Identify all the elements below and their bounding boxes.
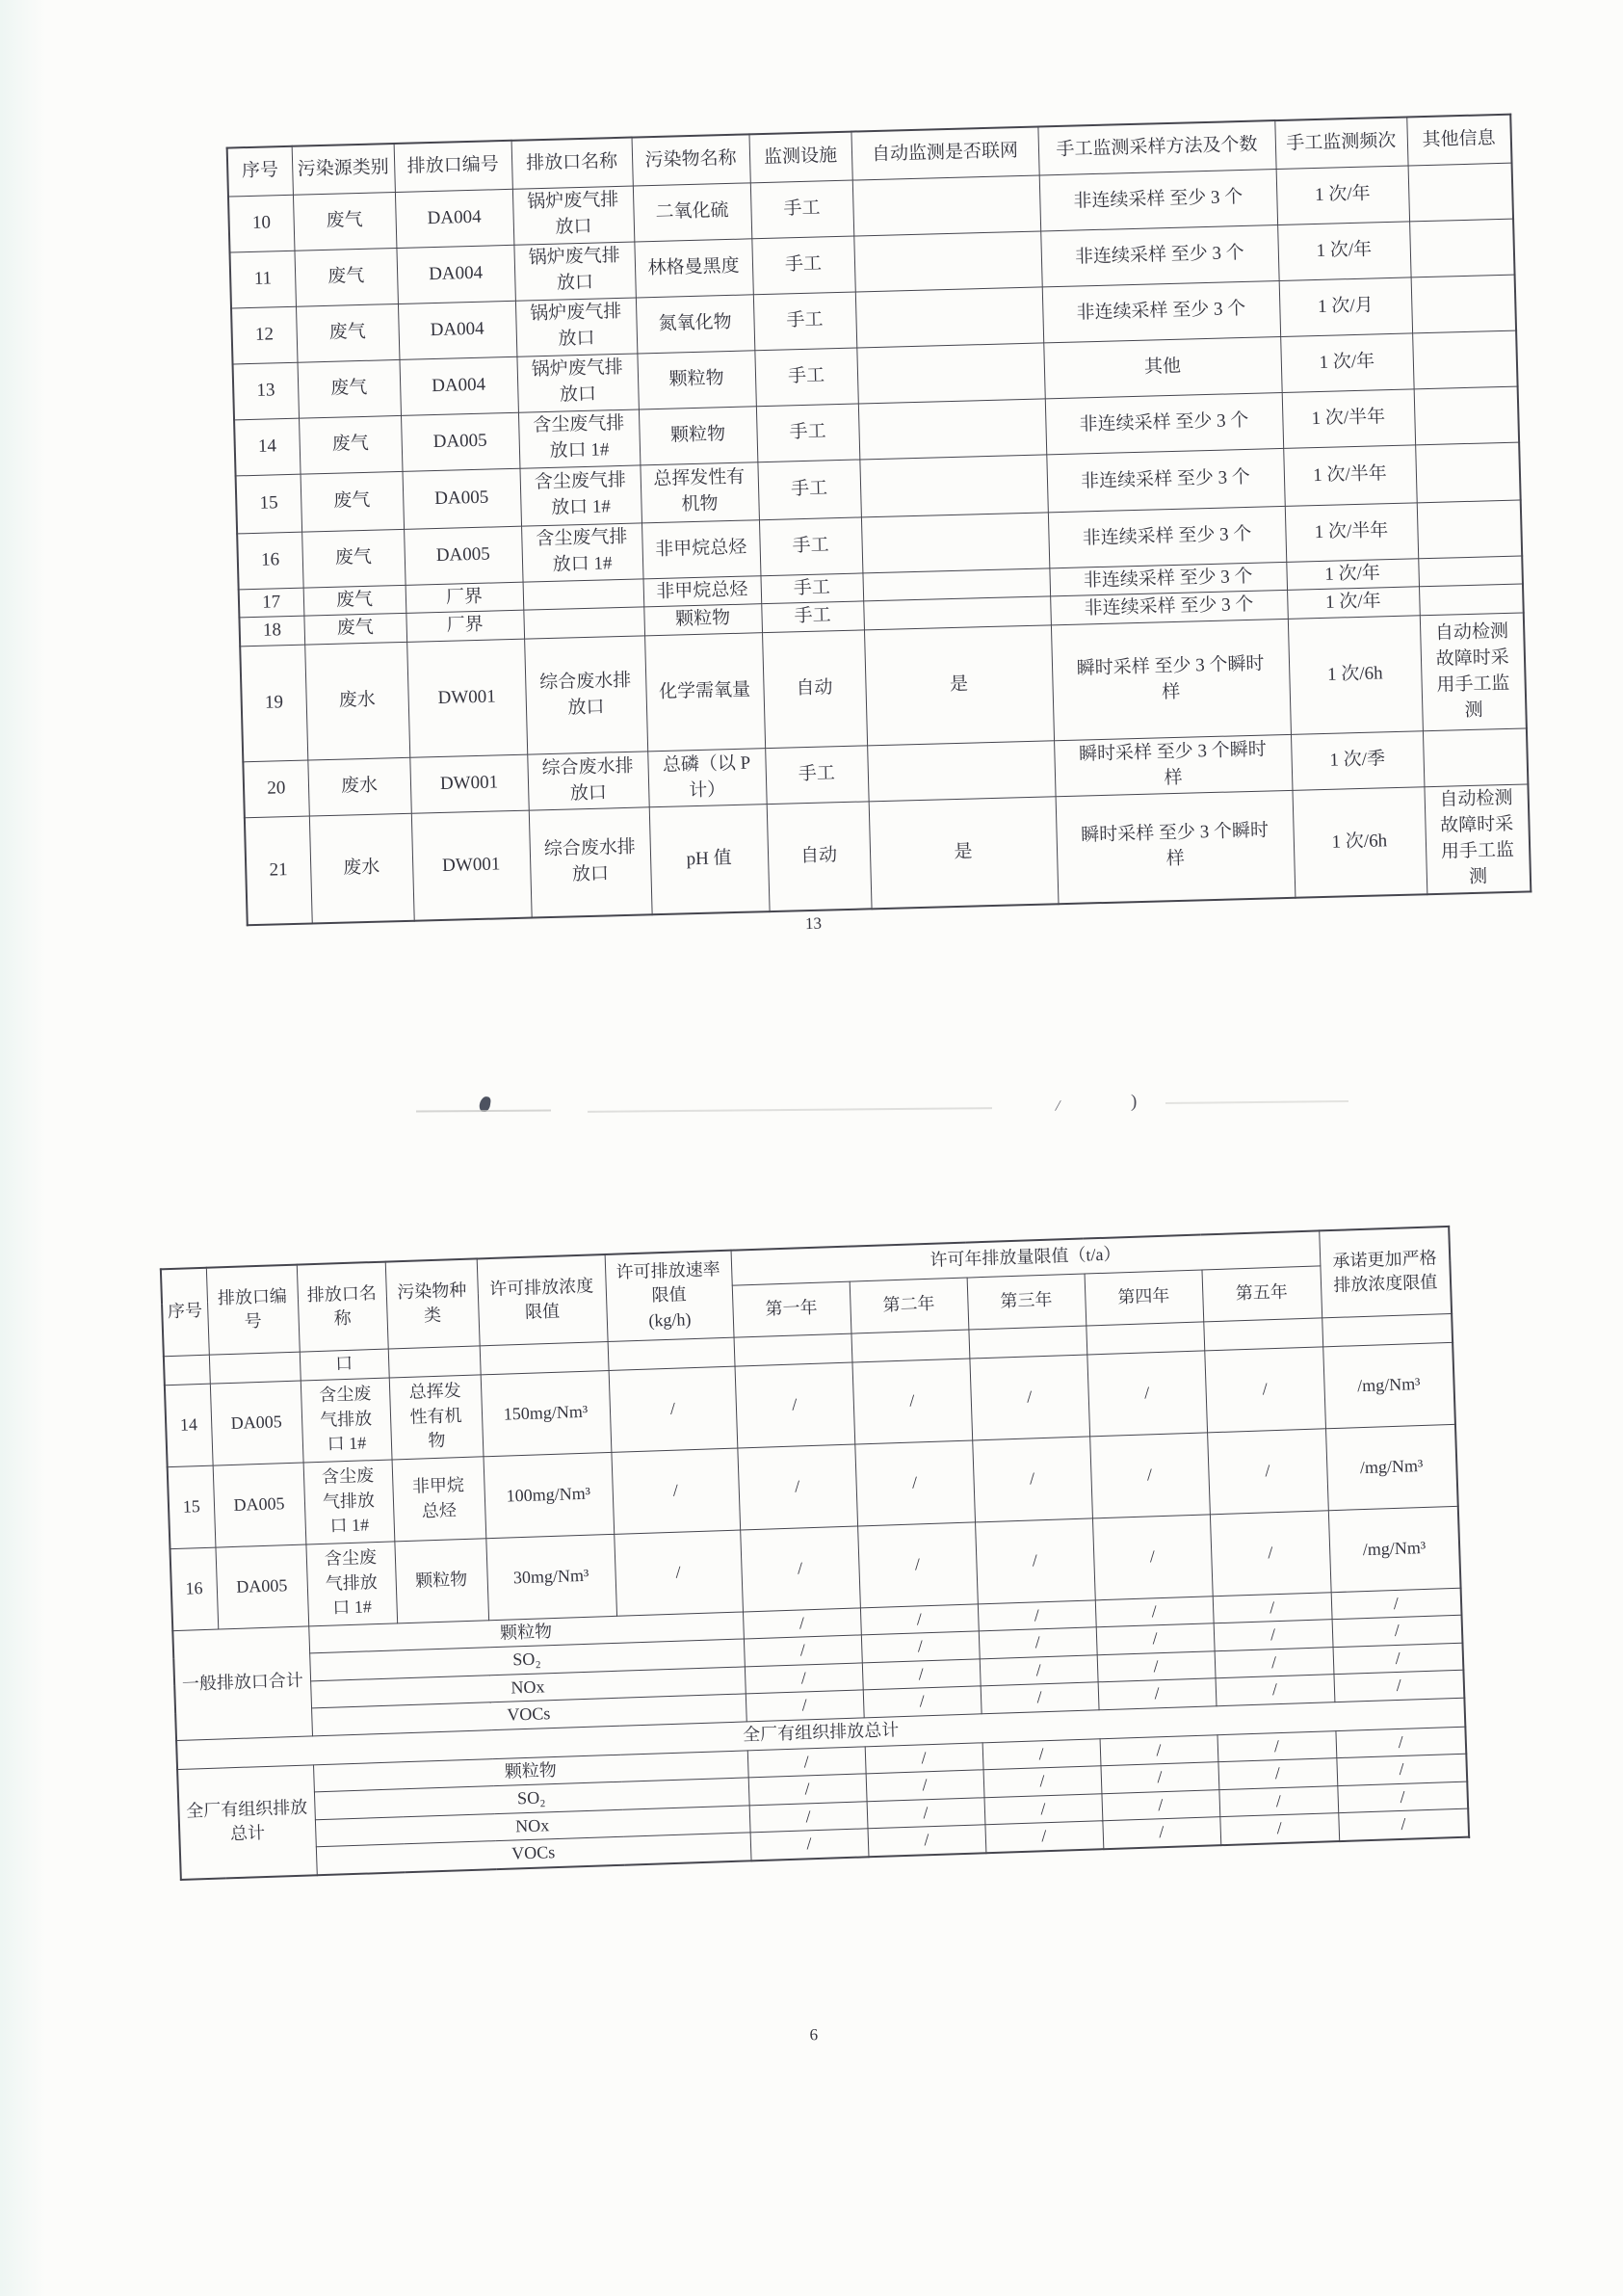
cell-pollutant: 非甲烷总烃: [392, 1456, 486, 1541]
cell-no: 14: [165, 1384, 213, 1467]
column-header-pollutant-type: 污染物种类: [385, 1258, 480, 1348]
cell-no: 12: [231, 306, 297, 364]
cell-empty: [1203, 1317, 1322, 1350]
cell-method: 非连续采样 至少 3 个: [1045, 392, 1283, 454]
cell-facility: 手工: [753, 292, 856, 351]
summary-label-total: 全厂有组织排放总计: [177, 1765, 317, 1880]
cell-method: 非连续采样 至少 3 个: [1048, 506, 1286, 567]
cell-no: 10: [228, 195, 294, 252]
cell-year1: /: [749, 1802, 868, 1834]
cell-pollutant: 颗粒物: [637, 350, 755, 409]
emission-limits-table: [160, 1226, 1470, 1881]
cell-method: 瞬时采样 至少 3 个瞬时样: [1054, 735, 1292, 797]
cell-year5: /: [1218, 1785, 1338, 1817]
cell-source: 废气: [303, 614, 406, 646]
cell-outlet-id: DA005: [403, 468, 522, 529]
column-header-no: 序号: [161, 1268, 209, 1357]
cell-empty: [968, 1326, 1086, 1359]
cell-year2: /: [854, 1439, 975, 1525]
cell-year2: /: [862, 1658, 981, 1690]
cell-other: [1414, 386, 1519, 445]
scan-edge-artifact: [0, 0, 46, 2296]
cell-source: 废气: [293, 192, 396, 251]
cell-no: 18: [239, 617, 304, 647]
cell-pollutant: 颗粒物: [394, 1538, 488, 1623]
cell-other: [1418, 556, 1523, 588]
cell-outlet-name: 锅炉废气排放口: [516, 353, 638, 411]
cell-year4: /: [1086, 1350, 1207, 1436]
cell-pollutant: NOx: [310, 1667, 746, 1708]
cell-pollutant: 颗粒物: [643, 604, 762, 636]
cell-facility: 手工: [754, 348, 857, 407]
cell-stricter: /mg/Nm³: [1322, 1342, 1455, 1428]
cell-year5: /: [1216, 1675, 1335, 1706]
scan-artifact: [416, 1110, 551, 1113]
cell-year1: /: [750, 1829, 869, 1861]
monitoring-table-sheet: [226, 114, 1531, 934]
cell-facility: 手工: [750, 180, 853, 239]
cell-rate-limit: /: [614, 1530, 743, 1616]
cell-frequency: 1 次/半年: [1282, 388, 1415, 448]
cell-source: 废气: [303, 585, 406, 617]
cell-source: 废气: [301, 471, 405, 532]
cell-year1: /: [740, 1525, 860, 1611]
cell-method: 非连续采样 至少 3 个: [1040, 224, 1278, 286]
cell-networked: [856, 342, 1044, 403]
cell-year2: /: [860, 1603, 979, 1635]
cell-outlet-name: 含尘废气排放口 1#: [301, 1378, 392, 1463]
cell-stricter: /: [1335, 1727, 1466, 1758]
cell-outlet-name: 含尘废气排放口 1#: [519, 464, 641, 525]
cell-facility: 手工: [760, 572, 863, 604]
cell-outlet-id: DW001: [411, 811, 532, 922]
summary-label-general: 一般排放口合计: [172, 1625, 312, 1740]
cell-stricter: /: [1336, 1754, 1467, 1785]
cell-year1: /: [746, 1690, 864, 1722]
cell-empty: [209, 1352, 301, 1384]
cell-method: 非连续采样 至少 3 个: [1046, 448, 1284, 512]
cell-year1: /: [748, 1774, 867, 1806]
cell-year3: /: [981, 1682, 1099, 1714]
cell-pollutant: VOCs: [316, 1833, 751, 1875]
cell-empty: [388, 1345, 481, 1377]
cell-outlet-id: DA005: [215, 1544, 308, 1628]
cell-other: [1408, 163, 1513, 222]
cell-year5: /: [1219, 1813, 1339, 1845]
cell-stricter: /mg/Nm³: [1325, 1424, 1458, 1510]
cell-method: 瞬时采样 至少 3 个瞬时样: [1051, 620, 1291, 741]
cell-pollutant: 非甲烷总烃: [641, 519, 760, 578]
cell-facility: 手工: [759, 516, 862, 575]
cell-pollutant: NOx: [315, 1806, 750, 1847]
cell-other: 自动检测故障时采用手工监测: [1420, 613, 1527, 731]
cell-pollutant: 颗粒物: [308, 1611, 744, 1652]
cell-year4: /: [1100, 1734, 1218, 1766]
cell-frequency: 1 次/年: [1287, 587, 1420, 620]
cell-outlet-id: DA004: [395, 189, 513, 248]
cell-source: 废气: [298, 359, 401, 418]
cell-no: 20: [243, 761, 308, 819]
column-header-pollutant: 污染物名称: [632, 134, 750, 185]
cell-year1: /: [747, 1747, 866, 1779]
cell-no: 17: [239, 588, 304, 619]
cell-outlet-name: 锅炉废气排放口: [513, 242, 635, 301]
page-number-6: 6: [809, 2025, 819, 2045]
cell-method: 其他: [1043, 336, 1281, 398]
cell-outlet-id: DA005: [210, 1381, 303, 1465]
cell-no: 16: [170, 1547, 218, 1631]
cell-other: [1423, 728, 1528, 787]
cell-networked: [852, 175, 1040, 236]
cell-conc-limit: 100mg/Nm³: [483, 1452, 614, 1538]
cell-frequency: 1 次/6h: [1293, 787, 1427, 898]
cell-facility: 自动: [762, 630, 867, 749]
cell-pollutant: SO₂: [309, 1639, 745, 1680]
cell-pollutant: SO₂: [314, 1778, 749, 1819]
cell-year2: /: [863, 1686, 982, 1718]
cell-outlet-name: 含尘废气排放口 1#: [521, 522, 642, 581]
cell-year4: /: [1100, 1762, 1218, 1794]
column-header-year4: 第四年: [1085, 1269, 1204, 1325]
cell-frequency: 1 次/6h: [1288, 616, 1423, 735]
cell-pollutant: 总挥发性有机物: [389, 1374, 484, 1459]
cell-frequency: 1 次/年: [1280, 332, 1413, 392]
cell-no: 19: [240, 646, 307, 763]
cell-pollutant: 氮氧化物: [636, 294, 754, 353]
cell-year2: /: [851, 1359, 972, 1444]
cell-stricter: /: [1333, 1643, 1464, 1675]
column-header-rate-limit: 许可排放速率限值 (kg/h): [605, 1251, 734, 1341]
column-header-annual-limit: 许可年排放量限值（t/a）: [731, 1230, 1321, 1284]
column-header-frequency: 手工监测频次: [1274, 117, 1407, 169]
cell-empty: [851, 1330, 969, 1362]
column-header-networked: 自动监测是否联网: [851, 127, 1038, 180]
cell-stricter: /: [1331, 1588, 1462, 1620]
scan-artifact: ): [1131, 1092, 1138, 1112]
cell-empty: [480, 1341, 609, 1374]
cell-frequency: 1 次/月: [1279, 277, 1412, 336]
cell-empty: [608, 1337, 735, 1370]
cell-year4: /: [1097, 1650, 1216, 1682]
cell-stricter: /: [1338, 1808, 1469, 1841]
cell-outlet-id: DA005: [213, 1463, 306, 1547]
divider-label: 全厂有组织排放总计: [176, 1698, 1465, 1769]
cell-pollutant: 非甲烷总烃: [643, 575, 762, 607]
cell-outlet-id: 厂界: [406, 582, 524, 614]
cell-frequency: 1 次/年: [1277, 221, 1410, 280]
cell-outlet-name: 锅炉废气排放口: [515, 298, 637, 356]
cell-year3: /: [980, 1654, 1098, 1686]
cell-year5: /: [1213, 1592, 1332, 1623]
cell-empty: [734, 1333, 852, 1366]
cell-year1: /: [744, 1635, 862, 1667]
cell-facility: 手工: [756, 403, 859, 462]
cell-outlet-id: DA004: [396, 245, 514, 303]
cell-year2: /: [865, 1743, 983, 1775]
cell-empty: [1086, 1321, 1204, 1354]
cell-year3: /: [984, 1821, 1103, 1853]
cell-outlet-name: 含尘废气排放口 1#: [303, 1459, 395, 1544]
column-header-year2: 第二年: [850, 1278, 969, 1333]
cell-year1: /: [737, 1444, 857, 1530]
cell-method: 非连续采样 至少 3 个: [1049, 562, 1287, 596]
cell-pollutant: 林格曼黑度: [634, 238, 752, 297]
cell-year4: /: [1101, 1789, 1219, 1821]
cell-stricter: /: [1332, 1615, 1463, 1647]
cell-outlet-name: 综合废水排放口: [527, 752, 648, 810]
cell-source: 废气: [296, 303, 399, 362]
cell-networked: [861, 512, 1049, 572]
cell-year3: /: [972, 1436, 1092, 1521]
cell-networked: [859, 454, 1048, 516]
cell-method: 非连续采样 至少 3 个: [1039, 169, 1277, 230]
column-header-no: 序号: [227, 146, 293, 197]
cell-pollutant: 颗粒物: [313, 1751, 748, 1792]
cell-no: 11: [229, 251, 295, 308]
cell-facility: 手工: [761, 601, 864, 633]
cell-year2: /: [857, 1521, 978, 1607]
cell-year5: /: [1204, 1346, 1325, 1432]
cell-pollutant: 二氧化硫: [633, 182, 751, 241]
cell-method: 瞬时采样 至少 3 个瞬时样: [1056, 791, 1296, 905]
cell-year5: /: [1210, 1510, 1331, 1596]
column-header-outlet-name: 排放口名称: [511, 138, 633, 189]
cell-year5: /: [1217, 1730, 1336, 1762]
cell-outlet-name: [523, 607, 644, 639]
cell-source: 废水: [304, 643, 409, 761]
cell-outlet-id: DA004: [399, 356, 517, 415]
cell-networked: 是: [869, 797, 1059, 909]
cell-frequency: 1 次/年: [1276, 165, 1409, 224]
cell-year2: /: [867, 1798, 985, 1830]
cell-rate-limit: /: [611, 1448, 740, 1534]
cell-no: 16: [237, 532, 302, 590]
cell-outlet-name: 锅炉废气排放口: [512, 186, 634, 245]
emission-monitoring-table: [226, 114, 1532, 927]
cell-networked: [858, 398, 1046, 459]
cell-frequency: 1 次/年: [1286, 558, 1419, 591]
cell-year1: /: [743, 1607, 861, 1639]
cell-no: 15: [168, 1465, 216, 1549]
cell-other: [1411, 275, 1516, 333]
cell-pollutant: 总磷（以 P 计）: [647, 749, 766, 807]
scan-artifact: [1165, 1100, 1348, 1104]
cell-year1: /: [735, 1362, 855, 1448]
scan-artifact: [588, 1107, 992, 1112]
cell-networked: [853, 230, 1041, 291]
cell-other: [1417, 500, 1522, 559]
cell-pollutant: pH 值: [649, 805, 770, 915]
cell-frequency: 1 次/半年: [1283, 444, 1417, 506]
cell-source: 废气: [301, 529, 405, 588]
column-header-outlet-id: 排放口编号: [206, 1265, 300, 1355]
cell-outlet-id: DW001: [406, 640, 527, 758]
cell-outlet-name: 含尘废气排放口 1#: [518, 409, 640, 467]
cell-no: 13: [233, 362, 299, 420]
cell-source: 废气: [299, 415, 402, 474]
column-header-year1: 第一年: [732, 1281, 851, 1337]
cell-facility: 手工: [757, 459, 861, 519]
cell-year3: /: [982, 1738, 1101, 1770]
cell-empty: [1322, 1313, 1453, 1346]
cell-year5: /: [1214, 1620, 1333, 1651]
cell-year3: /: [975, 1517, 1095, 1603]
cell-year4: /: [1098, 1678, 1217, 1710]
cell-outlet-name: 综合废水排放口: [529, 807, 652, 918]
cell-outlet-id: DA005: [401, 412, 519, 471]
cell-networked: 是: [864, 625, 1054, 746]
cell-frequency: 1 次/季: [1291, 731, 1424, 791]
cell-networked: [855, 286, 1043, 347]
cell-outlet-name: [523, 578, 644, 610]
cell-year3: /: [969, 1354, 1089, 1439]
cell-conc-limit: 150mg/Nm³: [481, 1370, 612, 1456]
cell-year3: /: [979, 1627, 1097, 1659]
column-header-other: 其他信息: [1406, 115, 1511, 166]
cell-outlet-id: DW001: [409, 755, 528, 814]
cell-conc-limit: 30mg/Nm³: [485, 1534, 616, 1620]
cell-rate-limit: /: [609, 1366, 738, 1452]
cell-frequency: 1 次/半年: [1285, 502, 1418, 562]
column-header-conc-limit: 许可排放浓度限值: [477, 1254, 608, 1345]
cell-stricter: /: [1337, 1781, 1468, 1813]
cell-stricter: /mg/Nm³: [1328, 1506, 1461, 1592]
column-header-source-type: 污染源类别: [292, 144, 395, 195]
cell-outlet-name: 含尘废气排放口 1#: [305, 1541, 397, 1625]
cell-source: 废气: [294, 248, 397, 306]
column-header-stricter-limit: 承诺更加严格排放浓度限值: [1319, 1227, 1452, 1317]
column-header-year3: 第三年: [967, 1274, 1086, 1330]
cell-continuation: 口: [300, 1349, 389, 1381]
cell-outlet-id: 厂界: [406, 611, 524, 643]
cell-facility: 手工: [765, 746, 868, 805]
limits-table-sheet: [160, 1226, 1468, 2045]
cell-empty: [164, 1355, 210, 1386]
cell-year4: /: [1102, 1817, 1220, 1849]
cell-facility: 手工: [751, 236, 854, 295]
cell-other: [1409, 219, 1514, 277]
cell-pollutant: 总挥发性有机物: [640, 462, 759, 522]
cell-pollutant: 化学需氧量: [644, 633, 765, 752]
scan-artifact: /: [1054, 1095, 1062, 1116]
column-header-year5: 第五年: [1201, 1265, 1322, 1321]
cell-year1: /: [745, 1663, 863, 1695]
cell-year3: /: [978, 1599, 1096, 1631]
cell-outlet-id: DA004: [398, 301, 516, 359]
cell-year2: /: [866, 1770, 984, 1802]
cell-other: [1412, 330, 1517, 389]
cell-method: 非连续采样 至少 3 个: [1042, 280, 1280, 342]
cell-year4: /: [1095, 1596, 1214, 1627]
cell-year4: /: [1092, 1514, 1213, 1599]
cell-no: 15: [236, 474, 302, 534]
cell-pollutant: 颗粒物: [639, 406, 757, 464]
cell-year2: /: [868, 1825, 986, 1857]
cell-no: 14: [234, 418, 300, 476]
cell-year2: /: [861, 1631, 980, 1663]
cell-stricter: /: [1334, 1670, 1465, 1702]
cell-year5: /: [1207, 1428, 1328, 1514]
cell-year5: /: [1215, 1647, 1334, 1678]
cell-pollutant: VOCs: [311, 1694, 746, 1735]
cell-networked: [867, 741, 1055, 802]
cell-other: 自动检测故障时采用手工监测: [1424, 784, 1531, 894]
column-header-outlet-id: 排放口编号: [394, 141, 512, 192]
cell-other: [1419, 584, 1524, 616]
cell-source: 废水: [307, 758, 410, 817]
cell-source: 废水: [309, 814, 414, 924]
cell-no: 21: [245, 817, 312, 926]
cell-facility: 自动: [767, 802, 872, 911]
page-number-13: 13: [804, 913, 823, 934]
column-header-method: 手工监测采样方法及个数: [1037, 120, 1275, 174]
cell-year4: /: [1096, 1623, 1215, 1655]
column-header-facility: 监测设施: [748, 132, 851, 183]
cell-year3: /: [984, 1794, 1103, 1826]
cell-method: 非连续采样 至少 3 个: [1050, 591, 1288, 625]
cell-year3: /: [983, 1766, 1102, 1798]
cell-year5: /: [1217, 1758, 1337, 1790]
column-header-outlet-name: 排放口名称: [297, 1262, 388, 1352]
cell-year4: /: [1089, 1432, 1210, 1517]
cell-other: [1415, 442, 1521, 503]
cell-outlet-id: DA005: [404, 526, 522, 585]
cell-outlet-name: 综合废水排放口: [524, 636, 647, 754]
